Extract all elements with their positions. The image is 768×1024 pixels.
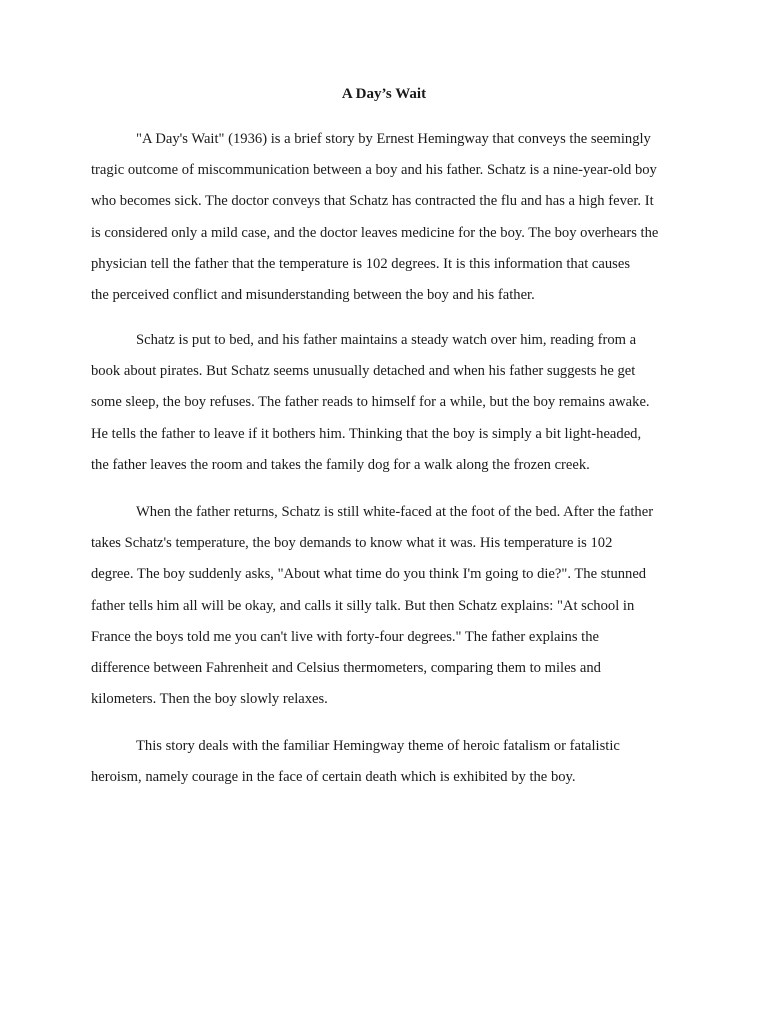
paragraph-line: difference between Fahrenheit and Celsius thermometers, comparing them to miles and (91, 660, 601, 677)
paragraph-line: some sleep, the boy refuses. The father reads to himself for a while, but the boy remains awake. (91, 394, 650, 411)
paragraph-2 (91, 325, 687, 481)
paragraph-line: This story deals with the familiar Hemingway theme of heroic fatalism or fatalistic (136, 738, 620, 754)
paragraph-line: father tells him all will be okay, and calls it silly talk. But then Schatz explains: "At school in (91, 597, 635, 614)
paragraph-line: degree. The boy suddenly asks, "About what time do you think I'm going to die?". The stunned (91, 566, 647, 583)
document-title: A Day’s Wait (341, 86, 427, 102)
paragraph-line: physician tell the father that the temperature is 102 degrees. It is this information that causes (91, 255, 630, 272)
paragraph-4 (91, 731, 687, 793)
paragraph-line: kilometers. Then the boy slowly relaxes. (91, 691, 328, 708)
paragraph-line: When the father returns, Schatz is still white-faced at the foot of the bed. After the father (136, 504, 654, 520)
paragraph-line: the perceived conflict and misunderstanding between the boy and his father. (91, 287, 535, 304)
paragraph-line: book about pirates. But Schatz seems unusually detached and when his father suggests he get (91, 363, 636, 380)
paragraph-line: Schatz is put to bed, and his father maintains a steady watch over him, reading from a (136, 332, 637, 348)
paragraph-line: "A Day's Wait" (1936) is a brief story by Ernest Hemingway that conveys the seemingly (136, 131, 651, 147)
paragraph-line: the father leaves the room and takes the family dog for a walk along the frozen creek. (91, 456, 590, 473)
paragraph-line: who becomes sick. The doctor conveys that Schatz has contracted the flu and has a high fever. It (91, 193, 654, 210)
paragraph-line: takes Schatz's temperature, the boy demands to know what it was. His temperature is 102 (91, 535, 613, 552)
paragraph-line: tragic outcome of miscommunication between a boy and his father. Schatz is a nine-year-old boy (91, 162, 657, 179)
paragraph-line: He tells the father to leave if it bothers him. Thinking that the boy is simply a bit light-headed, (91, 425, 642, 442)
paragraph-line: is considered only a mild case, and the doctor leaves medicine for the boy. The boy overhears the (91, 224, 659, 241)
paragraph-line: France the boys told me you can't live with forty-four degrees." The father explains the (91, 628, 599, 645)
paragraph-1 (91, 124, 687, 311)
paragraph-3 (91, 497, 687, 715)
paragraph-line: heroism, namely courage in the face of certain death which is exhibited by the boy. (91, 769, 576, 786)
